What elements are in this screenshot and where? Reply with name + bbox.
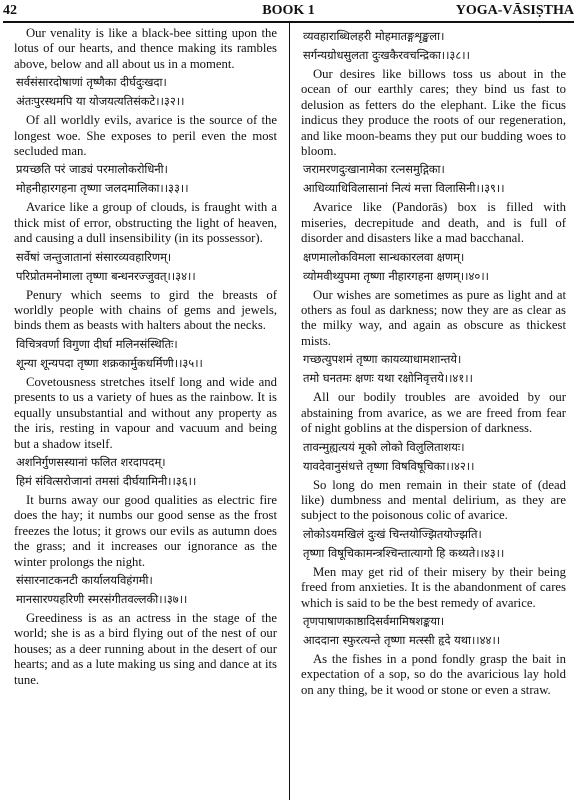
sanskrit-verse-line: अशनिर्गुणसस्यानां फलित शरदापदम्। [16,454,166,469]
sanskrit-verse-line: लोकोऽयमखिलं दुःखं चिन्तयोज्झितयोज्झति। [303,526,482,541]
left-column [14,26,277,800]
translation-paragraph: Our wishes are sometimes as pure as light and at others as foul as darkness; now they are as clear as the milky way, and again as obscure as thickest mists. [301,287,566,348]
sanskrit-verse-line: हिमं संवित्सरोजानां तमसां दीर्घयामिनी।।३६।। [16,473,197,488]
translation-paragraph: Penury which seems to gird the breasts of worldly people with chains of gems and jewels, binds them as beasts with halters about the necks. [14,287,277,333]
sanskrit-verse-line: प्रयच्छति परं जाड्यं परमालोकरोधिनी। [16,162,168,177]
sanskrit-verse-line: सर्वेषां जन्तुजातानां संसारव्यवहारिणम्। [16,249,172,264]
sanskrit-verse-line: व्योमवीथ्युपमा तृष्णा नीहारगहना क्षणम्।।४०।। [303,268,489,283]
sanskrit-verse-line: परिप्रोतमनोमाला तृष्णा बन्धनरज्जुवत्।।३४।। [16,268,196,283]
book-label: BOOK 1 [262,3,315,18]
sanskrit-verse-line: व्यवहाराब्धिलहरी मोहमातङ्गशृङ्खला। [303,29,445,43]
sanskrit-verse-line: तमो घनतमः क्षणः यथा रक्षोनिवृत्तये।।४१।। [303,371,473,386]
sanskrit-verse-line: गच्छत्युपशमं तृष्णा कायव्याधामशान्तये। [303,352,462,367]
sanskrit-verse-line: शून्या शून्यपदा तृष्णा शक्रकार्मुकधर्मिणी।।३५।। [16,355,203,370]
sanskrit-verse-line: जरामरणदुःखानामेका रत्नसमुद्गिका। [303,162,445,177]
sanskrit-verse-line: क्षणमालोकविमला सान्धकारलवा क्षणम्। [303,249,465,264]
translation-paragraph: So long do men remain in their state of (dead like) dumbness and mental delirium, as they are subject to the poisonous colic of avarice. [301,477,566,523]
page-number: 42 [3,3,17,18]
sanskrit-verse-line: अंतःपुरस्थमपि या योजयत्यतिसंकटे।।३२।। [16,94,185,109]
translation-paragraph: As the fishes in a pond fondly grasp the bait in expectation of a sop, so do the avaricious lay hold on any thing, be it wood or stone or even a straw. [301,651,566,697]
translation-paragraph: Our venality is like a black-bee sitting upon the lotus of our hearts, and thence making its rambles above, below and all about us in a moment. [14,26,277,71]
translation-paragraph: Avarice like a group of clouds, is fraught with a thick mist of error, obstructing the light of heaven, and causing a dull insensibility (in its possessor). [14,200,277,246]
translation-paragraph: Covetousness stretches itself long and wide and presents to us a variety of hues as the rainbow. It is equally unsubstantial and without any property as the iris, resting in vapour and vacuum and being but a shadow itself. [14,374,277,451]
sanskrit-verse-line: मोहनीहारगहना तृष्णा जलदमालिका।।३३।। [16,181,189,196]
sanskrit-verse-line: मानसारण्यहरिणी स्मरसंगीतवल्लकी।।३७।। [16,591,188,606]
sanskrit-verse-line: तावन्मुह्यत्ययं मूको लोको विलुलिताशयः। [303,439,465,454]
translation-paragraph: All our bodily troubles are avoided by our abstaining from avarice, as we are freed from fear of night goblins at the dispersion of darkness. [301,390,566,436]
translation-paragraph: Greediness is as an actress in the stage of the world; she is as a bird flying out of the nest of our houses; as a deer running about in the desert of our hearts; and as a lute making us sing and dance at its tune. [14,610,277,687]
running-header [3,3,574,20]
sanskrit-verse-line: तृष्णा विषूचिकामन्त्रश्चिन्तात्यागो हि कथ्यते।।४३।। [303,545,505,560]
sanskrit-verse-line: सर्वसंसारदोषाणां तृष्णैका दीर्घदुःखदा। [16,75,167,90]
column-divider [289,23,290,800]
sanskrit-verse-line: सर्गन्यग्रोधसुलता दुःखकैरवचन्द्रिका।।३८।। [303,48,470,62]
translation-paragraph: It burns away our good qualities as electric fire does the hay; it numbs our good sense as the frost freezes the lotus; it grows our evils as autumn does the grass; and it increases our ignorance as the winter prolongs the night. [14,492,277,569]
translation-paragraph: Avarice like (Pandorās) box is filled with miseries, decrepitude and death, and is full of disorder and disasters like a mad bacchanal. [301,200,566,246]
sanskrit-verse-line: आददाना स्फुरत्यन्ते तृष्णा मत्स्सी हृदे यथा।।४४।। [303,632,501,647]
sanskrit-verse-line: संसारनाटकनटी कार्यालयविहंगमी। [16,572,153,587]
sanskrit-verse-line: तृणपाषाणकाष्ठादिसर्वमामिषशङ्कया। [303,613,445,628]
sanskrit-verse-line: आधिव्याधिविलासानां नित्यं मत्ता विलासिनी।।३९।। [303,181,505,196]
book-title: YOGA-VĀSIṢTHA [455,3,574,18]
translation-paragraph: Men may get rid of their misery by their being freed from anxieties. It is the abandonment of cares which is said to be the best remedy of avarice. [301,564,566,610]
sanskrit-verse-line: विचित्रवर्णा विगुणा दीर्घा मलिनसंस्थितिः। [16,336,178,351]
right-column [301,26,566,800]
translation-paragraph: Of all worldly evils, avarice is the source of the longest woe. She exposes to peril even the most secluded man. [14,113,277,159]
sanskrit-verse-line: यावदेवानुसंधत्ते तृष्णा विषविषूचिका।।४२।। [303,458,475,473]
translation-paragraph: Our desires like billows toss us about in the ocean of our earthly cares; they bind us fast to delusion as fetters do the elephant. Like the ficus indicus they produce the roots of our regeneration, and like moon-beams they put our budding woes to bloom. [301,67,566,159]
